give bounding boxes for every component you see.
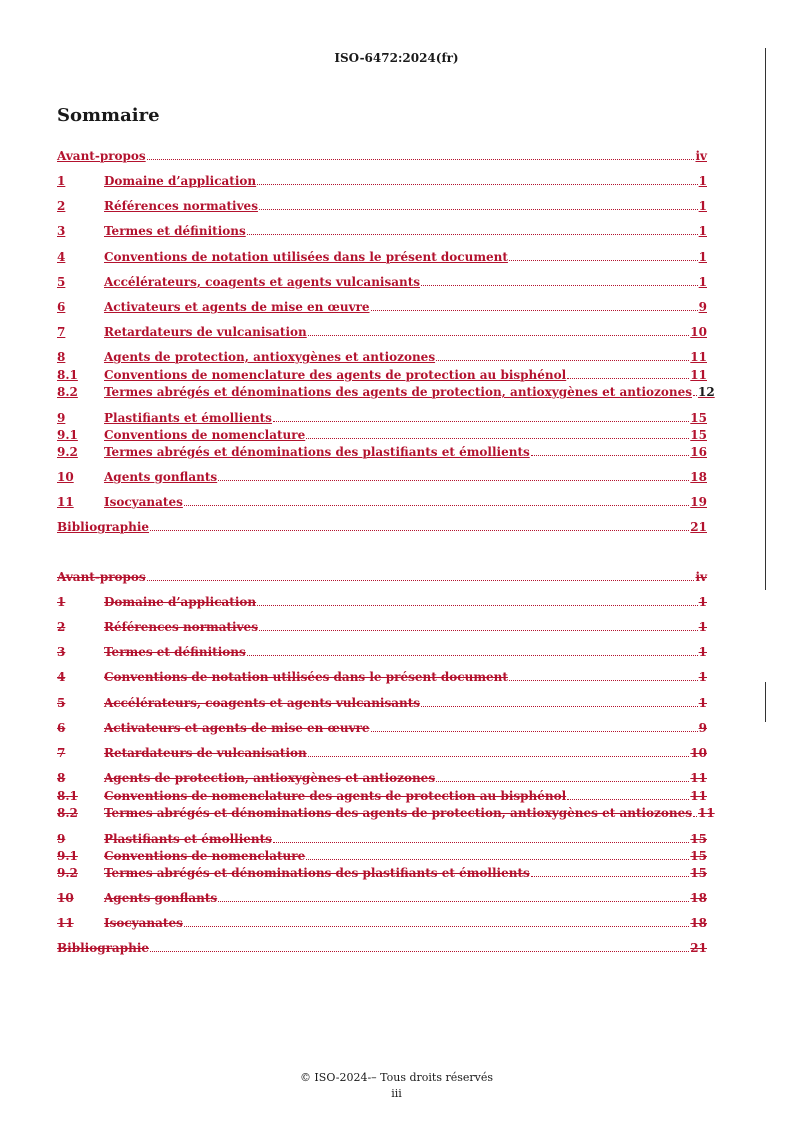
toc-entry-page: 11: [690, 350, 707, 364]
deleted-toc-entry[interactable]: [57, 645, 707, 661]
toc-entry-number: 8: [57, 350, 66, 364]
deleted-toc-entry[interactable]: [57, 789, 707, 805]
toc-entry-page: 11: [690, 771, 707, 785]
toc-dot-leader: [306, 429, 689, 439]
toc-entry-page: 1: [698, 224, 707, 238]
toc-entry[interactable]: [57, 350, 707, 366]
toc-dot-leader: [306, 850, 689, 860]
toc-dot-leader: [567, 369, 689, 379]
toc-entry[interactable]: [57, 470, 707, 486]
toc-entry-label: Plastifiants et émollients: [104, 832, 272, 846]
toc-entry-number: 9: [57, 832, 66, 846]
toc-dot-leader: [308, 326, 690, 336]
toc-entry-number: 11: [57, 916, 74, 930]
deleted-toc-entry[interactable]: [57, 721, 707, 737]
toc-entry-label: Accélérateurs, coagents et agents vulcanisants: [104, 275, 421, 289]
toc-entry-page: 11: [690, 368, 707, 382]
toc-dot-leader: [308, 747, 690, 757]
toc-entry-label: Termes abrégés et dénominations des plastifiants et émollients: [104, 866, 530, 880]
toc-dot-leader: [259, 200, 698, 210]
toc-entry[interactable]: [57, 428, 707, 444]
deleted-toc-entry[interactable]: [57, 916, 707, 932]
toc-entry-label: Agents gonflants: [104, 470, 218, 484]
document-header: ISO-6472:2024(fr): [334, 51, 459, 65]
toc-entry-label: Agents gonflants: [104, 891, 218, 905]
toc-entry-page: 1: [698, 250, 707, 264]
toc-entry-page: 18: [690, 916, 707, 930]
toc-entry-page: 18: [690, 470, 707, 484]
footer-page-number: iii: [391, 1087, 402, 1100]
toc-entry-page: 11: [690, 789, 707, 803]
toc-dot-leader: [218, 471, 689, 481]
toc-entry-number: 8.2: [57, 385, 78, 399]
toc-entry-page: 21: [690, 520, 707, 534]
toc-dot-leader: [247, 225, 698, 235]
toc-entry[interactable]: [57, 445, 707, 461]
toc-entry-label: Références normatives: [104, 199, 258, 213]
toc-entry-page: 1: [698, 670, 707, 684]
toc-entry[interactable]: [57, 385, 715, 401]
toc-dot-leader: [693, 386, 697, 396]
toc-entry[interactable]: [57, 300, 707, 316]
toc-entry-page: 15: [690, 411, 707, 425]
deleted-toc-entry[interactable]: [57, 849, 707, 865]
toc-entry-number: 5: [57, 275, 66, 289]
toc-entry-label: Activateurs et agents de mise en œuvre: [104, 300, 370, 314]
toc-entry-page: 16: [690, 445, 707, 459]
toc-entry[interactable]: [57, 149, 707, 165]
toc-entry-label: Termes abrégés et dénominations des agents de protection, antioxygènes et antiozones: [104, 385, 692, 399]
toc-dot-leader: [259, 621, 698, 631]
toc-entry-number: 8.1: [57, 789, 78, 803]
toc-entry-label: Conventions de nomenclature des agents de protection au bisphénol: [104, 789, 567, 803]
toc-entry-number: 6: [57, 721, 66, 735]
toc-dot-leader: [509, 251, 698, 261]
toc-entry-number: 10: [57, 470, 74, 484]
toc-dot-leader: [257, 175, 698, 185]
toc-dot-leader: [421, 276, 698, 286]
toc-entry-number: 11: [57, 495, 74, 509]
toc-dot-leader: [371, 301, 698, 311]
toc-entry-number: 4: [57, 670, 66, 684]
toc-dot-leader: [436, 351, 689, 361]
toc-entry-label: Accélérateurs, coagents et agents vulcanisants: [104, 696, 421, 710]
toc-entry-number: 9: [57, 411, 66, 425]
toc-entry-page: 15: [690, 832, 707, 846]
toc-entry-page: 1: [698, 645, 707, 659]
deleted-toc-entry[interactable]: [57, 746, 707, 762]
toc-dot-leader: [147, 571, 695, 581]
toc-entry-label: Avant-propos: [57, 570, 146, 584]
toc-entry-page: 11: [697, 806, 715, 820]
toc-entry-number: 9.2: [57, 866, 78, 880]
toc-entry-number: 9.2: [57, 445, 78, 459]
toc-entry-label: Agents de protection, antioxygènes et antiozones: [104, 771, 436, 785]
toc-dot-leader: [218, 892, 689, 902]
footer-copyright: © ISO-2024-– Tous droits réservés: [299, 1071, 494, 1084]
toc-entry-page: iv: [695, 570, 707, 584]
toc-entry-page: 15: [690, 428, 707, 442]
toc-entry-page: 1: [698, 199, 707, 213]
toc-entry[interactable]: [57, 275, 707, 291]
toc-dot-leader: [184, 917, 689, 927]
toc-entry-label: Domaine d’application: [104, 174, 257, 188]
toc-entry-label: Isocyanates: [104, 495, 183, 509]
toc-entry-page: iv: [695, 149, 707, 163]
toc-entry-label: Conventions de notation utilisées dans le présent document: [104, 250, 508, 264]
toc-entry-number: 2: [57, 620, 66, 634]
toc-entry-page: 10: [690, 746, 707, 760]
deleted-toc-entry[interactable]: [57, 866, 707, 882]
toc-entry-page: 15: [690, 849, 707, 863]
toc-entry-label: Bibliographie: [57, 520, 150, 534]
change-bar: [765, 48, 766, 590]
toc-entry-number: 1: [57, 595, 66, 609]
toc-entry-page: 1: [698, 595, 707, 609]
toc-entry-label: Références normatives: [104, 620, 258, 634]
deleted-toc-entry[interactable]: [57, 771, 707, 787]
toc-entry-label: Conventions de nomenclature des agents de protection au bisphénol: [104, 368, 567, 382]
toc-entry-label: Domaine d’application: [104, 595, 257, 609]
deleted-toc-entry[interactable]: [57, 806, 715, 822]
toc-entry-page: 21: [690, 941, 707, 955]
toc-dot-leader: [531, 446, 690, 456]
toc-entry-label: Agents de protection, antioxygènes et antiozones: [104, 350, 436, 364]
toc-dot-leader: [257, 596, 698, 606]
toc-entry-label: Activateurs et agents de mise en œuvre: [104, 721, 370, 735]
toc-entry-number: 8: [57, 771, 66, 785]
toc-entry-label: Plastifiants et émollients: [104, 411, 272, 425]
toc-entry-page: 15: [690, 866, 707, 880]
toc-entry-page: 18: [690, 891, 707, 905]
toc-dot-leader: [184, 496, 689, 506]
deleted-toc-entry[interactable]: [57, 595, 707, 611]
toc-entry-page: 9: [698, 721, 707, 735]
toc-dot-leader: [693, 807, 697, 817]
deleted-toc-entry[interactable]: [57, 670, 707, 686]
deleted-toc-entry[interactable]: [57, 696, 707, 712]
toc-entry[interactable]: [57, 224, 707, 240]
toc-entry-number: 8.2: [57, 806, 78, 820]
deleted-toc-entry[interactable]: [57, 941, 707, 957]
deleted-toc-entry[interactable]: [57, 832, 707, 848]
toc-entry[interactable]: [57, 174, 707, 190]
toc-dot-leader: [273, 412, 689, 422]
toc-entry-page: 19: [690, 495, 707, 509]
toc-entry-page: 1: [698, 275, 707, 289]
deleted-toc-entry[interactable]: [57, 891, 707, 907]
toc-dot-leader: [421, 697, 698, 707]
toc-dot-leader: [273, 833, 689, 843]
toc-entry-label: Bibliographie: [57, 941, 150, 955]
toc-entry-number: 10: [57, 891, 74, 905]
toc-dot-leader: [247, 646, 698, 656]
toc-entry[interactable]: [57, 520, 707, 536]
toc-entry[interactable]: [57, 199, 707, 215]
deleted-toc-entry[interactable]: [57, 620, 707, 636]
toc-dot-leader: [150, 942, 689, 952]
toc-entry-number: 5: [57, 696, 66, 710]
toc-dot-leader: [150, 521, 689, 531]
toc-entry-label: Isocyanates: [104, 916, 183, 930]
toc-entry-label: Conventions de nomenclature: [104, 849, 306, 863]
toc-dot-leader: [436, 772, 689, 782]
toc-dot-leader: [509, 671, 698, 681]
toc-dot-leader: [567, 790, 689, 800]
toc-entry-label: Termes abrégés et dénominations des plastifiants et émollients: [104, 445, 530, 459]
toc-entry[interactable]: [57, 495, 707, 511]
toc-entry-number: 3: [57, 645, 66, 659]
toc-entry-number: 8.1: [57, 368, 78, 382]
toc-entry-number: 1: [57, 174, 66, 188]
toc-entry-number: 6: [57, 300, 66, 314]
toc-entry-label: Termes et définitions: [104, 224, 246, 238]
toc-entry[interactable]: [57, 368, 707, 384]
toc-entry-number: 9.1: [57, 428, 78, 442]
toc-entry-page: 1: [698, 620, 707, 634]
toc-dot-leader: [371, 722, 698, 732]
deleted-toc-entry[interactable]: [57, 570, 707, 586]
toc-entry[interactable]: [57, 250, 707, 266]
toc-entry[interactable]: [57, 411, 707, 427]
toc-entry-label: Termes abrégés et dénominations des agents de protection, antioxygènes et antiozones: [104, 806, 692, 820]
toc-entry-page: 9: [698, 300, 707, 314]
toc-entry-page: 1: [698, 174, 707, 188]
toc-entry-label: Avant-propos: [57, 149, 146, 163]
toc-entry-number: 7: [57, 746, 66, 760]
change-bar: [765, 682, 766, 722]
toc-entry[interactable]: [57, 325, 707, 341]
toc-entry-page: 12: [697, 385, 715, 399]
toc-dot-leader: [531, 867, 690, 877]
toc-entry-number: 3: [57, 224, 66, 238]
toc-entry-label: Retardateurs de vulcanisation: [104, 325, 307, 339]
toc-entry-number: 2: [57, 199, 66, 213]
toc-entry-number: 7: [57, 325, 66, 339]
toc-entry-label: Termes et définitions: [104, 645, 246, 659]
toc-title: Sommaire: [57, 105, 160, 126]
toc-entry-label: Retardateurs de vulcanisation: [104, 746, 307, 760]
toc-entry-label: Conventions de notation utilisées dans le présent document: [104, 670, 508, 684]
toc-entry-page: 10: [690, 325, 707, 339]
toc-entry-label: Conventions de nomenclature: [104, 428, 306, 442]
toc-entry-page: 1: [698, 696, 707, 710]
toc-dot-leader: [147, 150, 695, 160]
toc-entry-number: 9.1: [57, 849, 78, 863]
toc-entry-number: 4: [57, 250, 66, 264]
